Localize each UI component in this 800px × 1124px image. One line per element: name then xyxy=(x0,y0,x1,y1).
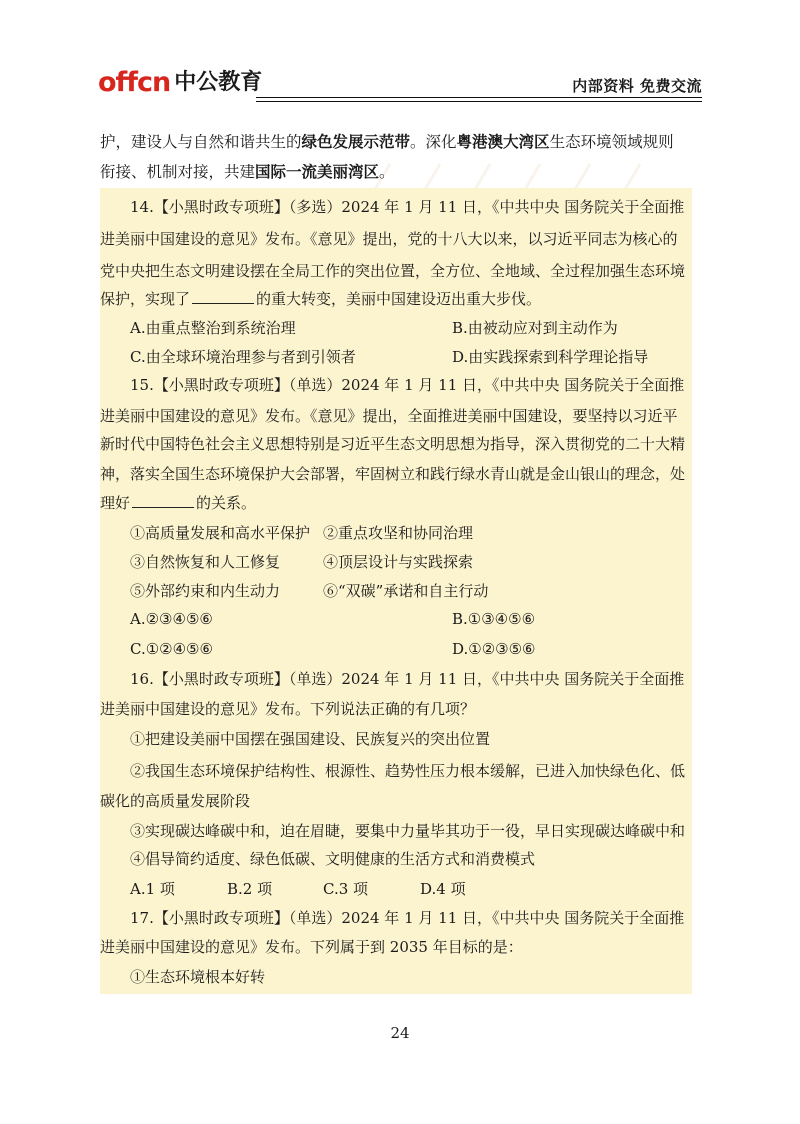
q16-statement-2: ②我国生态环境保护结构性、根源性、趋势性压力根本缓解，已进入加快绿色化、低 xyxy=(130,762,686,780)
q16-statement-4: ④倡导简约适度、绿色低碳、文明健康的生活方式和消费模式 xyxy=(130,850,536,868)
intro-paragraph xyxy=(100,127,700,187)
q15-option-c: C.①②④⑤⑥ xyxy=(130,640,213,658)
q14-text: 保护，实现了 xyxy=(100,290,191,308)
q15-item-2: ②重点攻坚和协同治理 xyxy=(323,524,474,542)
fill-blank xyxy=(132,493,194,508)
q15-item-5: ⑤外部约束和内生动力 xyxy=(130,582,281,600)
q15-item-6: ⑥“双碳”承诺和自主行动 xyxy=(323,582,489,600)
q14-option-b: B.由被动应对到主动作为 xyxy=(452,319,618,337)
q14-option-d: D.由实践探索到科学理论指导 xyxy=(452,348,649,366)
q15-stem-line-2: 进美丽中国建设的意见》发布。《意见》提出，全面推进美丽中国建设，要坚持以习近平 xyxy=(100,407,678,425)
q14-stem-line-2: 进美丽中国建设的意见》发布。《意见》提出，党的十八大以来，以习近平同志为核心的 xyxy=(100,230,678,248)
q16-option-d: D.4 项 xyxy=(420,880,466,898)
intro-text: 。 xyxy=(379,163,395,181)
q14-text: 的重大转变，美丽中国建设迈出重大步伐。 xyxy=(256,290,542,308)
q15-stem-line-3: 新时代中国特色社会主义思想特别是习近平生态文明思想为指导，深入贯彻党的二十大精 xyxy=(100,435,686,453)
intro-bold-text: 粤港澳大湾区 xyxy=(456,132,550,151)
q15-text: 的关系。 xyxy=(196,494,257,512)
q14-stem-line-1: 14.【小黑时政专项班】（多选）2024 年 1 月 11 日，《中共中央 国务院关于全面推 xyxy=(130,198,685,216)
q16-statement-3: ③实现碳达峰碳中和，迫在眉睫，要集中力量毕其功于一役，早日实现碳达峰碳中和 xyxy=(130,822,686,840)
header-right-text: 内部资料 免费交流 xyxy=(572,77,702,95)
intro-line-1 xyxy=(100,127,700,157)
q15-text: 理好 xyxy=(100,494,131,512)
header-rule xyxy=(256,97,702,98)
q15-item-1: ①高质量发展和高水平保护 xyxy=(130,524,311,542)
header-rule-thin xyxy=(256,101,702,102)
page-header xyxy=(98,66,702,100)
q15-option-a: A.②③④⑤⑥ xyxy=(130,610,213,628)
q16-statement-2-cont: 碳化的高质量发展阶段 xyxy=(100,792,251,810)
logo-latin-text: offcn xyxy=(98,67,171,98)
q15-stem-line-1: 15.【小黑时政专项班】（单选）2024 年 1 月 11 日，《中共中央 国务院关于全面推 xyxy=(130,376,685,394)
intro-text: 护，建设人与自然和谐共生的 xyxy=(100,133,302,151)
q17-stem-line-1: 17.【小黑时政专项班】（单选）2024 年 1 月 11 日，《中共中央 国务院关于全面推 xyxy=(130,909,685,927)
q15-option-d: D.①②③⑤⑥ xyxy=(452,640,536,658)
intro-text: 生态环境领域规则 xyxy=(549,133,674,151)
q16-option-b: B.2 项 xyxy=(227,880,273,898)
q17-statement-1: ①生态环境根本好转 xyxy=(130,968,266,986)
q14-stem-line-4 xyxy=(100,288,541,309)
q15-item-3: ③自然恢复和人工修复 xyxy=(130,553,281,571)
q16-option-a: A.1 项 xyxy=(130,880,175,898)
q15-item-4: ④顶层设计与实践探索 xyxy=(323,553,474,571)
q14-option-a: A.由重点整治到系统治理 xyxy=(130,319,296,337)
offcn-logo xyxy=(98,66,262,98)
intro-bold-text: 国际一流美丽湾区 xyxy=(255,162,380,181)
q15-option-b: B.①③④⑤⑥ xyxy=(452,610,536,628)
fill-blank xyxy=(192,289,254,304)
intro-bold-text: 绿色发展示范带 xyxy=(301,132,411,151)
q15-stem-line-5 xyxy=(100,492,256,513)
q16-stem-line-2: 进美丽中国建设的意见》发布。下列说法正确的有几项？ xyxy=(100,700,476,718)
q17-stem-line-2: 进美丽中国建设的意见》发布。下列属于到 2035 年目标的是： xyxy=(100,938,523,956)
intro-text: 。深化 xyxy=(410,133,457,151)
q14-stem-line-3: 党中央把生态文明建设摆在全局工作的突出位置，全方位、全地域、全过程加强生态环境 xyxy=(100,262,686,280)
intro-line-2 xyxy=(100,157,700,187)
q16-option-c: C.3 项 xyxy=(323,880,369,898)
q15-stem-line-4: 神，落实全国生态环境保护大会部署，牢固树立和践行绿水青山就是金山银山的理念，处 xyxy=(100,465,686,483)
intro-text: 衔接、机制对接，共建 xyxy=(100,163,256,181)
page-number: 24 xyxy=(390,1024,410,1042)
q16-stem-line-1: 16.【小黑时政专项班】（单选）2024 年 1 月 11 日，《中共中央 国务院关于全面推 xyxy=(130,670,685,688)
q16-statement-1: ①把建设美丽中国摆在强国建设、民族复兴的突出位置 xyxy=(130,730,491,748)
logo-chinese-text: 中公教育 xyxy=(174,70,263,95)
q14-option-c: C.由全球环境治理参与者到引领者 xyxy=(130,348,356,366)
